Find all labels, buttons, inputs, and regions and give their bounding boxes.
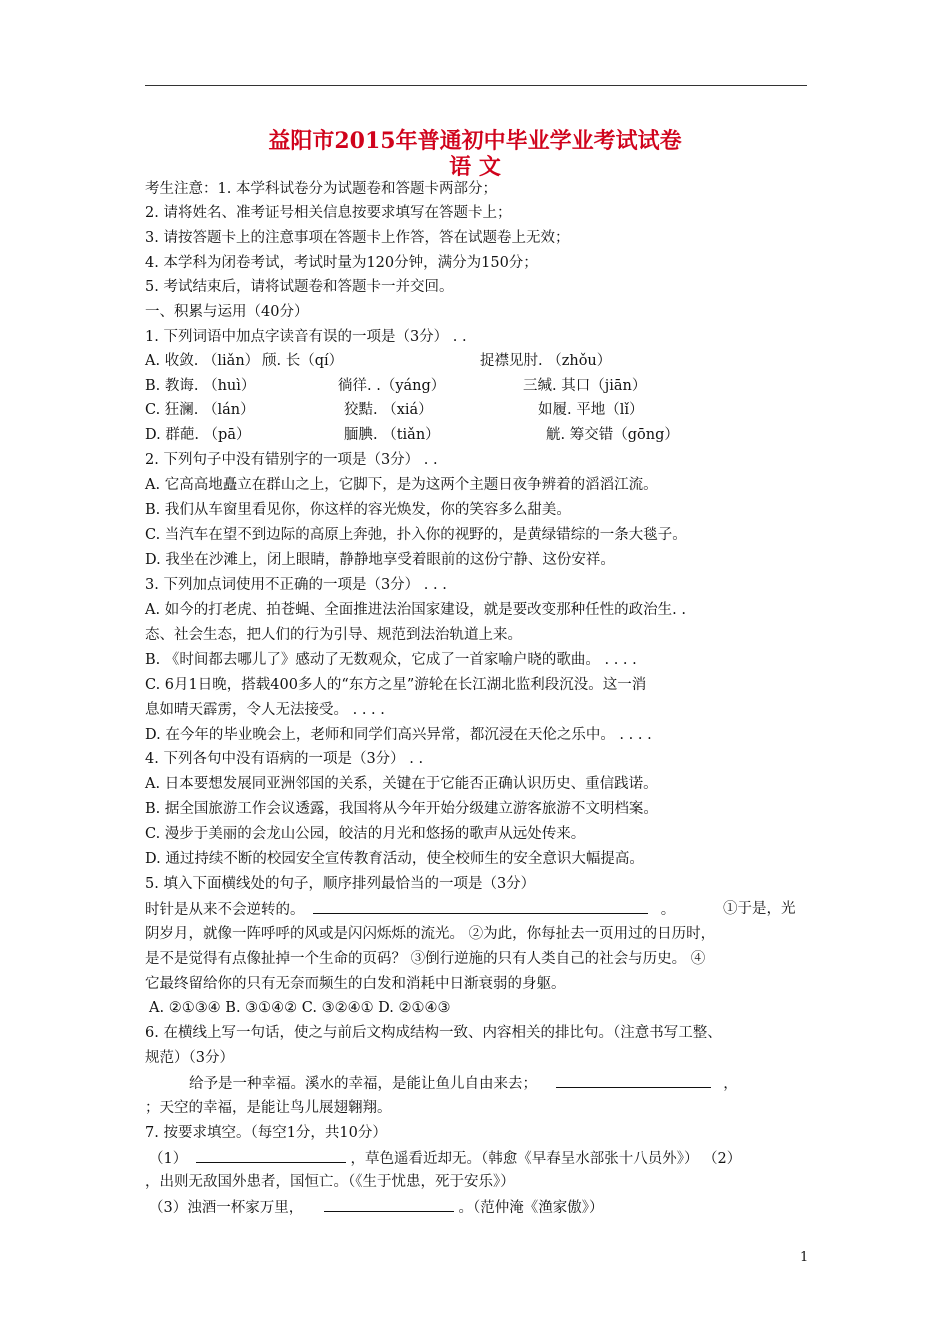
q3-line: D. 在今年的毕业晚会上，老师和同学们高兴异常，都沉浸在天伦之乐中。 . . . . — [145, 727, 652, 743]
q7-text: （1） — [149, 1151, 188, 1167]
q1-option-a — [145, 351, 612, 371]
q5-line: 是不是觉得有点像扯掉一个生命的页码？ ③倒行逆施的只有人类自己的社会与历史。 ④ — [145, 951, 706, 967]
q4-option: C. 漫步于美丽的会龙山公园，皎洁的月光和悠扬的歌声从远处传来。 — [145, 826, 586, 842]
q4-option: D. 通过持续不断的校园安全宣传教育活动，使全校师生的安全意识大幅提高。 — [145, 851, 644, 867]
q3-line: 态、社会生态，把人们的行为引导、规范到法治轨道上来。 — [145, 627, 522, 643]
question-stem: 7. 按要求填空。（每空1分，共10分） — [145, 1125, 387, 1141]
question-stem: 2. 下列句子中没有错别字的一项是（3分） . . — [145, 452, 438, 468]
subject-title: 语 文 — [449, 154, 501, 180]
answer-blank[interactable] — [196, 1148, 346, 1163]
q5-line: 它最终留给你的只有无奈而频生的白发和消耗中日渐衰弱的身躯。 — [145, 976, 566, 992]
q1-a-3: 捉襟见肘. （zhǒu） — [480, 353, 612, 369]
q5-choices: A. ②①③④ B. ③①④② C. ③②④① D. ②①④③ — [149, 1000, 451, 1016]
q5-line — [145, 899, 796, 920]
section-heading: 一、积累与运用（40分） — [145, 304, 309, 320]
q3-line: A. 如今的打老虎、拍苍蝇、全面推进法治国家建设，就是要改变那种任性的政治生. . — [145, 602, 687, 618]
q7-text: 。（范仲淹《渔家傲》） — [458, 1200, 604, 1216]
q1-option-d — [145, 425, 679, 445]
q6-line: ；天空的幸福，是能让鸟儿展翅翱翔。 — [145, 1100, 392, 1116]
q7-line: ，出则无敌国外患者，国恒亡。（《生于忧患，死于安乐》） — [145, 1174, 515, 1190]
q2-option: C. 当汽车在望不到边际的高原上奔弛，扑入你的视野的，是黄绿错综的一条大毯子。 — [145, 527, 687, 543]
question-stem: 5. 填入下面横线处的句子，顺序排列最恰当的一项是（3分） — [145, 876, 536, 892]
exam-title: 益阳市2015年普通初中毕业学业考试试卷 — [268, 128, 682, 154]
question-stem: 6. 在横线上写一句话，使之与前后文构成结构一致、内容相关的排比句。（注意书写工整、 — [145, 1025, 722, 1041]
q6-line — [189, 1073, 738, 1094]
q7-text: ，草色遥看近却无。（韩愈《早春呈水部张十八员外》） （2） — [350, 1151, 742, 1167]
q5-text: 时针是从来不会逆转的。 — [145, 902, 305, 918]
q7-text: （3）浊酒一杯家万里， — [149, 1200, 304, 1216]
q1-option-b — [145, 376, 647, 396]
q7-line — [149, 1197, 603, 1218]
answer-blank[interactable] — [313, 899, 648, 914]
q5-text: ①于是，光 — [723, 901, 796, 917]
q1-d-1: D. 群葩. （pā） — [145, 427, 251, 443]
question-stem: 3. 下列加点词使用不正确的一项是（3分） . . . — [145, 577, 447, 593]
q1-d-3: 觥. 筹交错（gōng） — [546, 427, 679, 443]
question-stem: 1. 下列词语中加点字读音有误的一项是（3分） . . — [145, 329, 467, 345]
q1-c-1: C. 狂澜. （lán） — [145, 402, 255, 418]
answer-blank[interactable] — [324, 1197, 454, 1212]
q5-text: 。 — [660, 902, 676, 918]
q1-a-2: 颀. 长（qí） — [262, 353, 344, 369]
q3-line: 息如晴天霹雳，令人无法接受。 . . . . — [145, 702, 385, 718]
q1-b-2: 徜徉. .（yáng） — [338, 378, 446, 394]
q5-line: 阴岁月，就像一阵呼呼的风或是闪闪烁烁的流光。 ②为此，你每扯去一页用过的日历时， — [145, 926, 716, 942]
page-number: 1 — [800, 1250, 809, 1265]
q4-option: B. 据全国旅游工作会议透露，我国将从今年开始分级建立游客旅游不文明档案。 — [145, 801, 658, 817]
q1-a-1: A. 收敛. （liǎn） — [145, 353, 260, 369]
q1-b-3: 三缄. 其口（jiān） — [523, 378, 647, 394]
q7-line — [149, 1148, 741, 1169]
q3-line: C. 6月1日晚，搭载400多人的“东方之星”游轮在长江湖北监利段沉没。这一消 — [145, 677, 647, 693]
header-rule — [145, 85, 807, 86]
q4-option: A. 日本要想发展同亚洲邻国的关系，关键在于它能否正确认识历史、重信践诺。 — [145, 776, 658, 792]
q1-option-c — [145, 400, 644, 420]
q2-option: D. 我坐在沙滩上，闭上眼睛，静静地享受着眼前的这份宁静、这份安祥。 — [145, 552, 615, 568]
question-stem: 规范）（3分） — [145, 1050, 234, 1066]
notice-line: 2. 请将姓名、准考证号相关信息按要求填写在答题卡上； — [145, 205, 512, 221]
answer-blank[interactable] — [556, 1073, 711, 1088]
q2-option: A. 它高高地矗立在群山之上，它脚下，是为这两个主题日夜争辨着的滔滔江流。 — [145, 477, 658, 493]
q1-b-1: B. 教诲. （huì） — [145, 378, 256, 394]
notice-line: 5. 考试结束后，请将试题卷和答题卡一并交回。 — [145, 279, 454, 295]
q1-c-2: 狡黠. （xiá） — [344, 402, 433, 418]
question-stem: 4. 下列各句中没有语病的一项是（3分） . . — [145, 751, 424, 767]
q6-text: 给予是一种幸福。溪水的幸福，是能让鱼儿自由来去； — [189, 1076, 537, 1092]
notice-line: 3. 请按答题卡上的注意事项在答题卡上作答，答在试题卷上无效； — [145, 230, 570, 246]
q6-text: ， — [723, 1076, 738, 1092]
q1-d-2: 腼腆. （tiǎn） — [344, 427, 440, 443]
q3-line: B. 《时间都去哪儿了》感动了无数观众，它成了一首家喻户晓的歌曲。 . . . . — [145, 652, 637, 668]
notice-line: 4. 本学科为闭卷考试，考试时量为120分钟，满分为150分； — [145, 255, 538, 271]
notice-line: 考生注意：1. 本学科试卷分为试题卷和答题卡两部分； — [145, 181, 497, 197]
q1-c-3: 如履. 平地（lǐ） — [538, 402, 644, 418]
q2-option: B. 我们从车窗里看见你，你这样的容光焕发，你的笑容多么甜美。 — [145, 502, 571, 518]
